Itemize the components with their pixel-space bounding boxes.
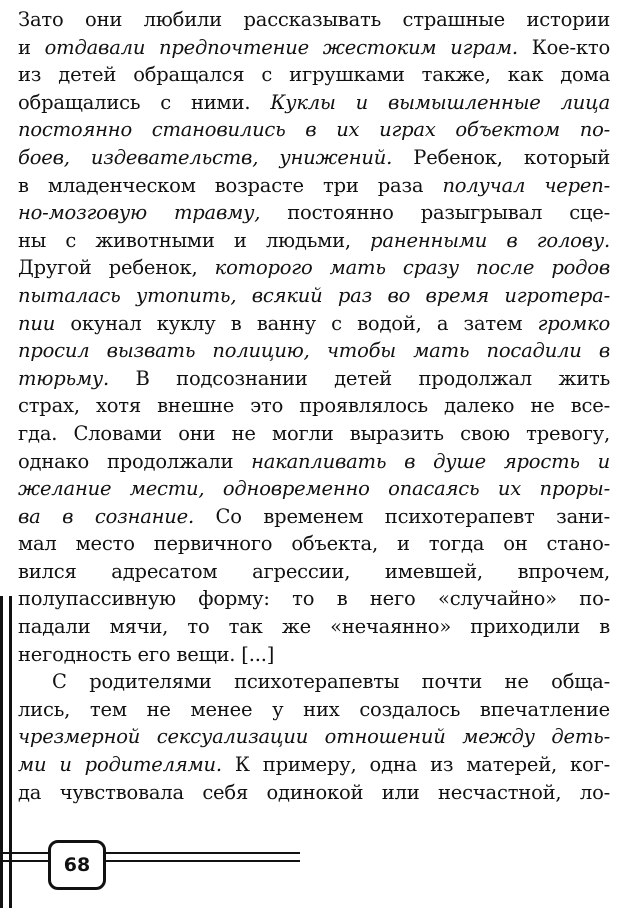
text-segment: Зато они любили рассказывать страшные истории <box>18 8 610 31</box>
text-line <box>18 641 610 669</box>
text-line <box>18 365 610 393</box>
text-segment: лись, тем не менее у них создалось впечатление <box>18 697 610 721</box>
text-line <box>18 227 610 255</box>
text-line <box>18 696 610 724</box>
text-segment: гда. Словами они не могли выразить свою тревогу, <box>18 421 610 445</box>
italic-text: Куклы и вымышленные лица <box>270 90 610 114</box>
page-number: 68 <box>48 840 106 890</box>
text-segment: К примеру, одна из матерей, ког- <box>221 753 610 777</box>
text-segment: Кое-кто <box>517 35 610 59</box>
text-line <box>18 779 610 807</box>
text-segment: В подсознании детей продолжал жить <box>109 366 610 390</box>
text-line <box>18 254 610 282</box>
text-line <box>18 503 610 531</box>
text-line <box>18 558 610 586</box>
text-line <box>18 723 610 751</box>
text-segment: окунал куклу в ванну с водой, а затем <box>55 311 538 335</box>
footer-rule <box>0 852 300 854</box>
italic-text: накапливать в душе ярость и <box>251 449 610 473</box>
text-segment: в младенческом возрасте три раза <box>18 173 443 197</box>
text-line <box>18 530 610 558</box>
text-line <box>18 282 610 310</box>
text-line <box>18 61 610 89</box>
text-segment: вился адресатом агрессии, имевшей, впрочем, <box>18 559 610 583</box>
italic-text: желание мести, одновременно опасаясь их проры- <box>18 477 610 501</box>
italic-text: которого мать сразу после родов <box>214 256 610 280</box>
text-segment: ны с животными и людьми, <box>18 228 371 252</box>
footer-rule <box>0 860 300 862</box>
text-line <box>18 475 610 503</box>
body-text <box>18 6 610 806</box>
text-line <box>18 392 610 420</box>
text-line <box>18 613 610 641</box>
text-line <box>18 172 610 200</box>
text-segment: С родителями психотерапевты почти не обща- <box>52 670 610 694</box>
italic-text: громко <box>537 311 610 335</box>
italic-text: ва в сознание. <box>18 504 194 528</box>
text-segment: однако продолжали <box>18 449 252 473</box>
text-segment: мал место первичного объекта, и тогда он стано- <box>18 532 610 556</box>
italic-text: чрезмерной сексуализации отношений между деть- <box>18 725 610 749</box>
italic-text: просил вызвать полицию, чтобы мать посадили в <box>18 339 610 363</box>
italic-text: постоянно становились в их играх объектом по- <box>18 118 610 142</box>
text-line <box>18 668 610 696</box>
italic-text: но-мозговую травму, <box>18 201 261 225</box>
text-line <box>18 751 610 779</box>
text-segment: падали мячи, то так же «нечаянно» приходили в <box>18 615 610 639</box>
text-segment: полупассивную форму: то в него «случайно» по- <box>18 587 610 611</box>
text-line <box>18 199 610 227</box>
italic-text: отдавали предпочтение жестоким играм. <box>44 35 518 59</box>
text-segment: постоянно разыгрывал сце- <box>260 201 610 225</box>
text-line <box>18 6 610 34</box>
text-segment: из детей обращался с игрушками также, как дома <box>18 63 610 87</box>
italic-text: тюрьму. <box>18 366 110 390</box>
text-segment: обращались с ними. <box>18 90 271 114</box>
text-segment: Ребенок, который <box>392 145 610 169</box>
text-line <box>18 116 610 144</box>
text-line <box>18 448 610 476</box>
text-segment: и <box>18 35 45 59</box>
text-line <box>18 420 610 448</box>
text-segment: Со временем психотерапевт зани- <box>193 504 610 528</box>
italic-text: пии <box>18 311 56 335</box>
text-line <box>18 34 610 62</box>
text-segment: страх, хотя внешне это проявлялось далеко не все- <box>18 394 610 418</box>
text-line <box>18 337 610 365</box>
text-line <box>18 310 610 338</box>
italic-text: боев, издевательств, унижений. <box>18 145 393 169</box>
italic-text: ми и родителями. <box>18 753 222 777</box>
italic-text: получал череп- <box>442 173 610 197</box>
text-segment: негодность его вещи. [...] <box>18 642 275 666</box>
text-line <box>18 585 610 613</box>
italic-text: пыталась утопить, всякий раз во время игротера- <box>18 283 610 307</box>
text-segment: да чувствовала себя одинокой или несчастной, ло- <box>18 780 610 804</box>
text-segment: Другой ребенок, <box>18 256 215 280</box>
text-line <box>18 89 610 117</box>
text-line <box>18 144 610 172</box>
italic-text: раненными в голову. <box>370 228 610 252</box>
